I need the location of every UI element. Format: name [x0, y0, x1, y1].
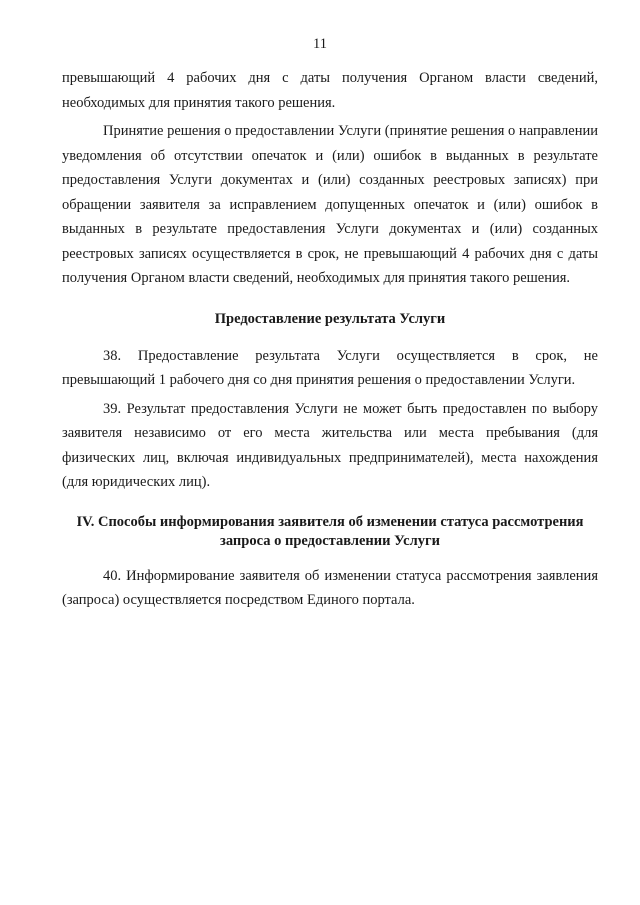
section-heading-iv — [62, 513, 598, 551]
paragraph-continuation: превышающий 4 рабочих дня с даты получения Органом власти сведений, необходимых для принятия такого решения. — [62, 70, 598, 111]
paragraph-item-40: 40. Информирование заявителя об изменении статуса рассмотрения заявления (запроса) осуществляется посредством Единого портала. — [62, 567, 598, 608]
paragraph-item-39: 39. Результат предоставления Услуги не может быть предоставлен по выбору заявителя независимо от его места жительства или места пребывания (для физических лиц, включая индивидуальных предпринимателей), места нахождения (для юридических лиц). — [62, 400, 598, 490]
section-heading-result: Предоставление результата Услуги — [214, 310, 446, 327]
section-heading-iv-line2: запроса о предоставлении Услуги — [220, 532, 440, 549]
document-body — [62, 66, 598, 613]
paragraph-item-38: 38. Предоставление результата Услуги осуществляется в срок, не превышающий 1 рабочего дня со дня принятия решения о предоставлении Услуги. — [62, 347, 598, 388]
paragraph-decision-term: Принятие решения о предоставлении Услуги (принятие решения о направлении уведомления об отсутствии опечаток и (или) ошибок в выданных в результате предоставления Услуги документах и (или) созданных реестровых записях) при обращении заявителя за исправлением допущенных опечаток и (или) ошибок в выданных в результате предоставления Услуги документах и (или) созданных реестровых записях осуществляется в срок, не превышающий 4 рабочих дня с даты получения Органом власти сведений, необходимых для принятия такого решения. — [62, 123, 598, 286]
page-number: 11 — [313, 36, 327, 52]
section-heading-iv-line1: IV. Способы информирования заявителя об изменении статуса рассмотрения — [76, 513, 584, 530]
